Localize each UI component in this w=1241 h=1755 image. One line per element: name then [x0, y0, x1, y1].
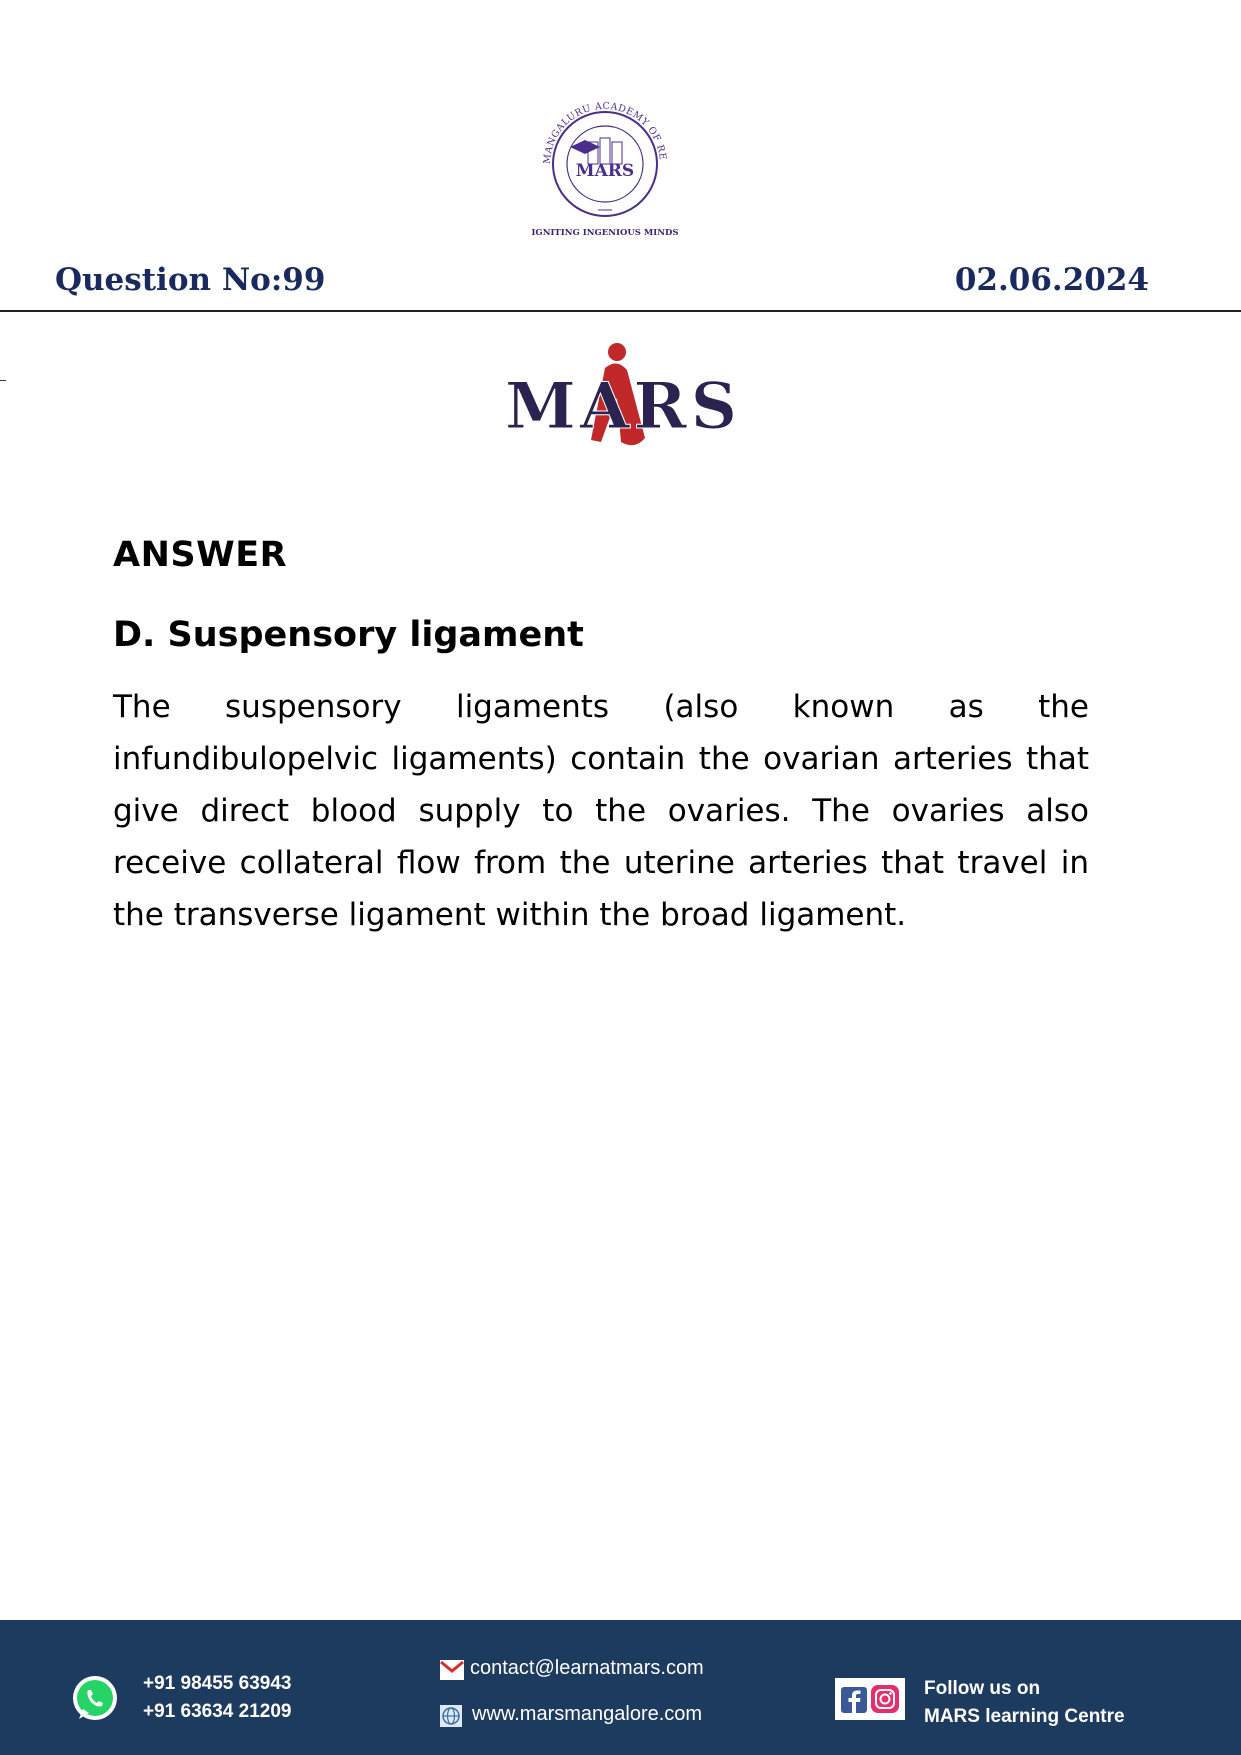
follow-line-2[interactable]: MARS learning Centre [924, 1706, 1125, 1727]
svg-text:MANGALURU ACADEMY OF REFINED S [530, 92, 668, 164]
seal-mark: MARS [575, 161, 635, 181]
follow-line-1: Follow us on [924, 1678, 1041, 1699]
follow-us-text [924, 1675, 1125, 1731]
answer-heading: ANSWER [113, 535, 288, 575]
globe-icon [440, 1705, 462, 1727]
question-number: Question No:99 [55, 262, 326, 298]
website-link[interactable]: www.marsmangalore.com [472, 1703, 703, 1725]
seal-ring-text: MANGALURU ACADEMY OF RE [541, 100, 668, 165]
answer-section [113, 535, 1089, 941]
answer-option: D. Suspensory ligament [113, 615, 584, 655]
academy-seal-logo [530, 92, 680, 242]
social-icons [835, 1678, 905, 1720]
header-divider [0, 310, 1241, 312]
phone-number-2[interactable]: +91 63634 21209 [143, 1701, 292, 1722]
seal-tagline: IGNITING INGENIOUS MINDS [531, 228, 679, 238]
phone-numbers [143, 1670, 291, 1726]
facebook-icon[interactable] [841, 1687, 867, 1713]
mail-icon [440, 1660, 464, 1680]
phone-number-1[interactable]: +91 98455 63943 [143, 1673, 292, 1694]
margin-tick [0, 380, 6, 381]
contact-email-link[interactable]: contact@learnatmars.com [470, 1657, 704, 1679]
question-date: 02.06.2024 [954, 262, 1149, 298]
mars-wordmark-logo [505, 338, 750, 458]
answer-explanation: The suspensory ligaments (also known as the infundibulopelvic ligaments) contain the ovarian arteries that give direct blood supply to the ovaries. The ovaries also receive collateral flow from the uterine arteries that travel in the transverse ligament within the broad ligament. [113, 689, 1089, 933]
mars-wordmark-text: MARS [505, 369, 741, 444]
whatsapp-icon[interactable] [70, 1673, 120, 1723]
instagram-icon[interactable] [871, 1685, 899, 1713]
question-header [0, 262, 1241, 312]
contact-footer [0, 1620, 1241, 1755]
